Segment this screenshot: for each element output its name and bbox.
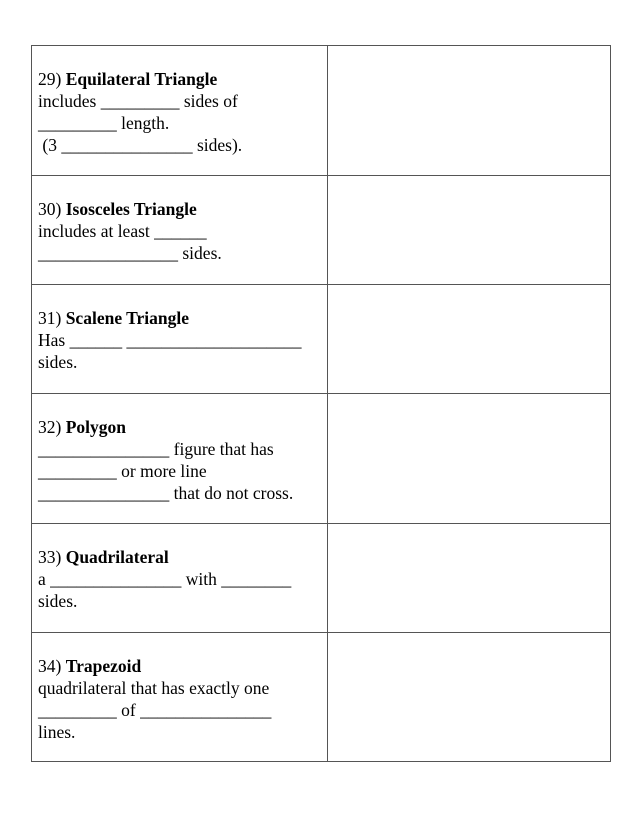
term-cell	[32, 633, 328, 762]
definition-line: _________ length.	[38, 113, 170, 133]
definition-line: includes at least ______	[38, 221, 207, 241]
answer-cell[interactable]	[328, 176, 611, 285]
term-number: 33)	[38, 547, 66, 567]
table-row	[32, 524, 611, 633]
definition-line: _______________ that do not cross.	[38, 483, 294, 503]
table-row	[32, 176, 611, 285]
term-name: Trapezoid	[65, 656, 142, 676]
definition-line: a _______________ with ________	[38, 569, 292, 589]
term-number: 29)	[38, 69, 66, 89]
definition-line: sides.	[38, 352, 78, 372]
answer-cell[interactable]	[328, 46, 611, 176]
term-cell	[32, 176, 328, 285]
table-row	[32, 633, 611, 762]
term-cell	[32, 524, 328, 633]
term-heading	[38, 416, 327, 438]
term-heading	[38, 546, 327, 568]
term-number: 34)	[38, 656, 66, 676]
term-number: 30)	[38, 199, 66, 219]
term-heading	[38, 307, 327, 329]
definition-line: _________ of _______________	[38, 700, 272, 720]
definition-line: _________ or more line	[38, 461, 207, 481]
term-heading	[38, 198, 327, 220]
table-row	[32, 285, 611, 394]
term-name: Polygon	[65, 417, 126, 437]
definition-line: ________________ sides.	[38, 243, 222, 263]
definition-line: sides.	[38, 591, 78, 611]
definition-line: _______________ figure that has	[38, 439, 274, 459]
term-name: Quadrilateral	[65, 547, 169, 567]
answer-cell[interactable]	[328, 394, 611, 524]
term-heading	[38, 68, 327, 90]
term-number: 31)	[38, 308, 66, 328]
term-name: Equilateral Triangle	[65, 69, 218, 89]
term-cell	[32, 46, 328, 176]
definition-line: includes _________ sides of	[38, 91, 238, 111]
definition-line: (3 _______________ sides).	[38, 135, 243, 155]
term-cell	[32, 285, 328, 394]
answer-cell[interactable]	[328, 633, 611, 762]
answer-cell[interactable]	[328, 524, 611, 633]
term-name: Isosceles Triangle	[65, 199, 197, 219]
vocabulary-table	[31, 45, 611, 762]
definition-line: Has ______ ____________________	[38, 330, 302, 350]
definition-line: quadrilateral that has exactly one	[38, 678, 270, 698]
table-row	[32, 394, 611, 524]
answer-cell[interactable]	[328, 285, 611, 394]
term-number: 32)	[38, 417, 66, 437]
term-heading	[38, 655, 327, 677]
term-cell	[32, 394, 328, 524]
definition-line: lines.	[38, 722, 76, 742]
term-name: Scalene Triangle	[65, 308, 190, 328]
table-row	[32, 46, 611, 176]
